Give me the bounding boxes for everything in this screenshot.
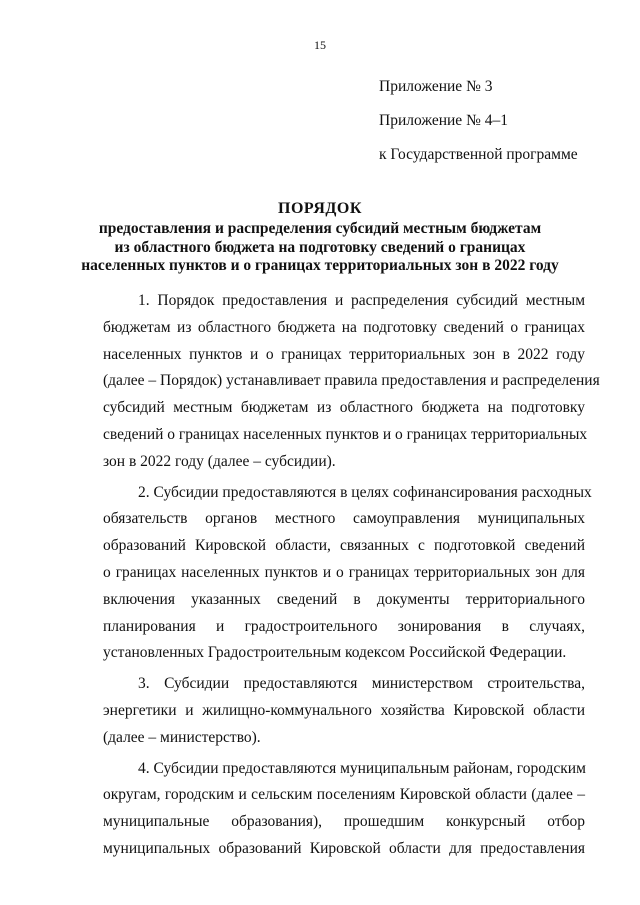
attachment-line: Приложение № 3: [379, 78, 493, 95]
paragraph-line: (далее – министерство).: [103, 728, 261, 746]
paragraph-line: обязательств органов местного самоуправления муниципальных: [103, 510, 585, 528]
paragraph-line: муниципальных образований Кировской области для предоставления: [103, 839, 585, 857]
paragraph-line: 4. Субсидии предоставляются муниципальным районам, городским: [138, 759, 586, 777]
attachment-line: Приложение № 4–1: [379, 112, 508, 129]
attachment-line: к Государственной программе: [379, 146, 578, 163]
title-main: ПОРЯДОК: [278, 200, 362, 217]
paragraph-line: 3. Субсидии предоставляются министерством строительства,: [138, 675, 585, 693]
paragraph-line: 2. Субсидии предоставляются в целях софинансирования расходных: [138, 483, 592, 501]
paragraph-line: округам, городским и сельским поселениям Кировской области (далее –: [103, 786, 585, 804]
page-number: 15: [314, 38, 326, 52]
paragraph-line: сведений о границах населенных пунктов и о границах территориальных: [103, 425, 588, 443]
paragraph: [103, 288, 600, 476]
document-title: [0, 198, 640, 276]
paragraph-line: (далее – Порядок) устанавливает правила предоставления и распределения: [103, 372, 600, 390]
document-body: [103, 288, 600, 867]
paragraph: [103, 756, 585, 863]
paragraph-line: энергетики и жилищно-коммунального хозяйства Кировской области: [103, 701, 585, 719]
paragraph-line: установленных Градостроительным кодексом Российской Федерации.: [103, 644, 567, 662]
paragraph: [103, 480, 592, 668]
paragraph-line: субсидий местным бюджетам из областного бюджета на подготовку: [103, 399, 585, 417]
paragraph-line: образований Кировской области, связанных с подготовкой сведений: [103, 537, 585, 555]
title-line: предоставления и распределения субсидий местным бюджетам: [98, 220, 542, 237]
paragraph-line: бюджетам из областного бюджета на подготовку сведений о границах: [103, 318, 585, 336]
paragraph-line: зон в 2022 году (далее – субсидии).: [103, 452, 336, 470]
title-line: населенных пунктов и о границах территориальных зон в 2022 году: [81, 257, 559, 274]
paragraph-line: о границах населенных пунктов и о границах территориальных зон для: [103, 563, 585, 581]
title-line: из областного бюджета на подготовку сведений о границах: [114, 238, 526, 256]
paragraph-line: муниципальные образования), прошедшим конкурсный отбор: [103, 813, 585, 831]
attachment-header: [379, 70, 578, 172]
paragraph-line: населенных пунктов и о границах территориальных зон в 2022 году: [103, 345, 585, 363]
paragraph-line: планирования и градостроительного зонирования в случаях,: [103, 617, 585, 635]
paragraph: [103, 671, 585, 751]
paragraph-line: 1. Порядок предоставления и распределения субсидий местным: [138, 292, 585, 309]
paragraph-line: включения указанных сведений в документы территориального: [103, 590, 585, 608]
